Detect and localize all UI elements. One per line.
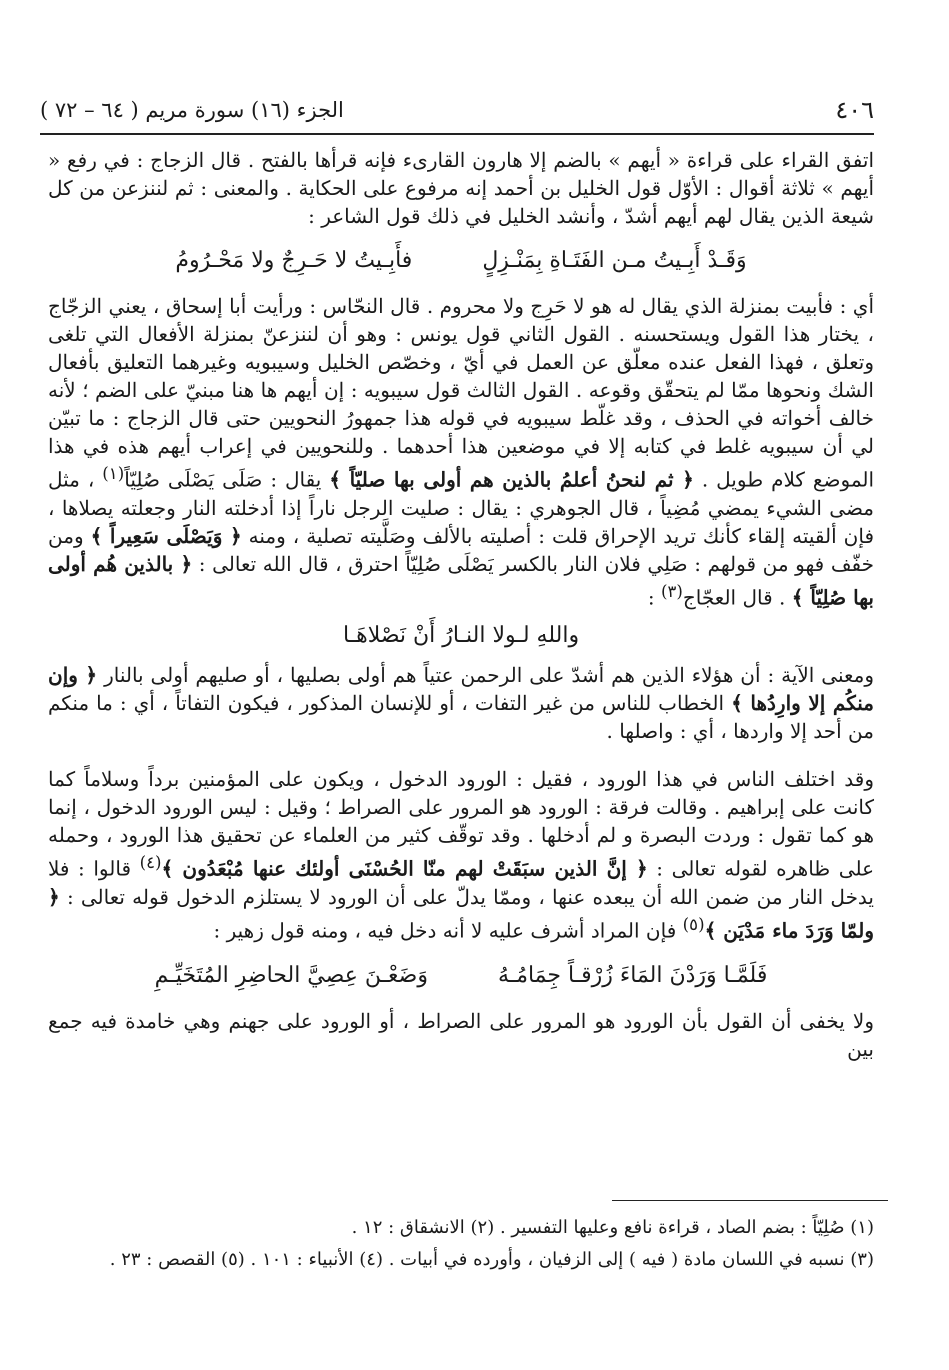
verse-2-text: واللهِ لـولا النـارُ أَنْ نَصْلاهَـا bbox=[342, 623, 580, 649]
header-title: الجزء (١٦) سورة مريم ( ٦٤ – ٧٢ ) bbox=[40, 98, 344, 122]
footnote-marker: (٣) bbox=[660, 581, 683, 601]
paragraph-1: اتفق القراء على قراءة « أيهم » بالضم إلا هارون القارىء فإنه قرأها بالفتح . قال الزجاج : في رفع « أيهم » ثلاثة أقوال : الأوّل قول الخليل بن أحمد إنه مرفوع على الحكاية . والمعنى : ثم لننزعن من كل شيعة الذين يقال لهم أيهم أشدّ ، وأنشد الخليل في ذلك قول الشاعر : bbox=[48, 148, 874, 228]
p2-text-4: ومن خفّف فهو من قولهم : صَلِي فلان النار بالكسر يَصْلَى صُلِيّاً احترق ، قال الله تعالى : bbox=[48, 523, 875, 576]
footnote-line-2: (٣) نسبه في اللسان مادة ( فيه ) إلى الزفيان ، وأورده في أبيات . (٤) الأنبياء : ١٠١ . (٥) القصص : ٢٣ . bbox=[109, 1249, 874, 1270]
poetry-verse-2 bbox=[48, 619, 874, 653]
page-number: ٤٠٦ bbox=[835, 96, 874, 124]
paragraph-3 bbox=[48, 661, 874, 745]
verse-1-second-hemistich: فأَبِـيتُ لا حَـرِجٌ ولا مَحْـرُومُ bbox=[175, 248, 413, 273]
paragraph-2 bbox=[48, 292, 874, 611]
main-text bbox=[48, 146, 874, 1063]
running-header bbox=[40, 96, 874, 130]
p2-text-6: : bbox=[647, 585, 655, 610]
footnote-divider bbox=[612, 1200, 888, 1201]
header-divider bbox=[40, 133, 874, 135]
p2-text-2: يقال : صَلَى يَصْلَى صُلِيّاً bbox=[124, 467, 322, 492]
p3-text-2: الخطاب للناس من غير التفات ، أو للإنسان المذكور ، فيكون التفاتاً ، أي : ما منكم من أحد إلا واردها ، أي : واصلها . bbox=[48, 691, 874, 744]
quran-quote: ﴿ وَيَصْلَى سَعِيراً ﴾ bbox=[90, 523, 242, 548]
footnote-marker: (١) bbox=[102, 464, 125, 483]
p2-text-5: . قال العجّاج bbox=[682, 585, 786, 610]
p2-text-3: ، مثل مضى الشيء يمضي مُضِياً ، قال الجوهري : يقال : صليت الرجل ناراً إذا أدخلته النار وجعلته يصلاها ، فإن ألقيته إلقاء كأنك تريد الإحراق قلت : أصليته بالألف وصَلَّيته تصلية ، ومنه bbox=[48, 467, 875, 548]
poetry-verse-3 bbox=[48, 959, 874, 993]
p4-text-3: فإن المراد أشرف عليه لا أنه دخل فيه ، ومنه قول زهير : bbox=[213, 918, 677, 943]
footnote-marker: (٥) bbox=[682, 914, 705, 934]
paragraph-5: ولا يخفى أن القول بأن الورود هو المرور على الصراط ، أو الورود على جهنم وهي خامدة فيه جمع بين bbox=[48, 1008, 874, 1061]
verse-3-first-hemistich: فَلَمَّـا وَرَدْنَ المَاءَ زُرْقـاً جِمَامُـهُ bbox=[497, 962, 768, 988]
p4-text-2: قالوا : فلا يدخل النار من ضمن الله أن يبعده عنها ، وممّا يدلّ على أن الورود لا يستلزم الدخول قوله تعالى : bbox=[48, 856, 874, 909]
p3-text: ومعنى الآية : أن هؤلاء الذين هم أشدّ على الرحمن عتياً هم أولى بصليها ، أو صليهم أولى بالنار bbox=[104, 663, 874, 688]
footnote-line-1: (١) صُلِيّاً : بضم الصاد ، قراءة نافع وعليها التفسير . (٢) الانشقاق : ١٢ . bbox=[351, 1217, 874, 1238]
p2-text: أي : فأبيت بمنزلة الذي يقال له هو لا حَرِج ولا محروم . قال النحّاس : ورأيت أبا إسحاق ، يعني الزجّاج ، يختار هذا القول ويستحسنه . القول الثاني قول يونس : وهو أن لننزعنّ بمنزلة الأفعال التي تلغى وتعلق ، فهذا الفعل عنده معلّق عن العمل في أيّ ، وخصّص الخليل وسيبويه وغيرهما التعليق بأفعال الشك ونحوها ممّا لم يتحقّق وقوعه . القول الثالث قول سيبويه : إن أيهم ها هنا مبنيّ على الضم ؛ لأنه خالف أخواته في الحذف ، وقد غلّط سيبويه في قوله هذا جمهورُ النحويين حتى قال الزجاج : ما تبيّن لي أن سيبويه غلط في كتابه إلا في موضعين هذا أحدهما . وللنحويين في إعراب أيهم هذه في هذا الموضع كلام طويل . bbox=[48, 294, 875, 492]
footnote-marker: (٤) bbox=[139, 853, 162, 873]
poetry-verse-1 bbox=[48, 244, 874, 278]
quran-quote: ﴿ وإن منكُم إلا وارِدُها ﴾ bbox=[48, 663, 875, 716]
quran-quote: ﴿ بالذين هُم أولى بها صُلِيّاً ﴾ bbox=[48, 551, 874, 610]
verse-3-second-hemistich: وَضَعْـنَ عِصِيَّ الحاضِرِ المُتَخَيِّـمِ bbox=[154, 962, 428, 988]
p4-text: وقد اختلف الناس في هذا الورود ، فقيل : الورود الدخول ، ويكون على المؤمنين برداً وسلاماً كما كانت على إبراهيم . وقالت فرقة : الورود هو المرور على الصراط ؛ وقيل : ليس الورود الدخول ، إنما هو كما تقول : وردت البصرة و لم أدخلها . وقد توقّف كثير من العلماء عن تحقيق هذا الورود ، وحمله على ظاهره لقوله تعالى : bbox=[48, 767, 875, 881]
footnotes bbox=[40, 1212, 874, 1276]
quran-quote: ﴿ إنَّ الذين سبَقَتْ لهم منّا الحُسْنَى أولئك عنها مُبْعَدُون ﴾ bbox=[161, 856, 648, 881]
verse-1-first-hemistich: وَقَـدْ أَبِـيتُ مـن الفَتَـاةِ بِمَنْـزِلٍ bbox=[482, 248, 747, 273]
quran-quote: ﴿ ولمّا وَرَدَ ماء مَدْيَن ﴾ bbox=[48, 884, 874, 943]
paragraph-4 bbox=[48, 765, 874, 944]
quran-quote: ﴿ ثم لنحنُ أعلمُ بالذين هم أولى بها صليّاً ﴾ bbox=[329, 467, 694, 492]
